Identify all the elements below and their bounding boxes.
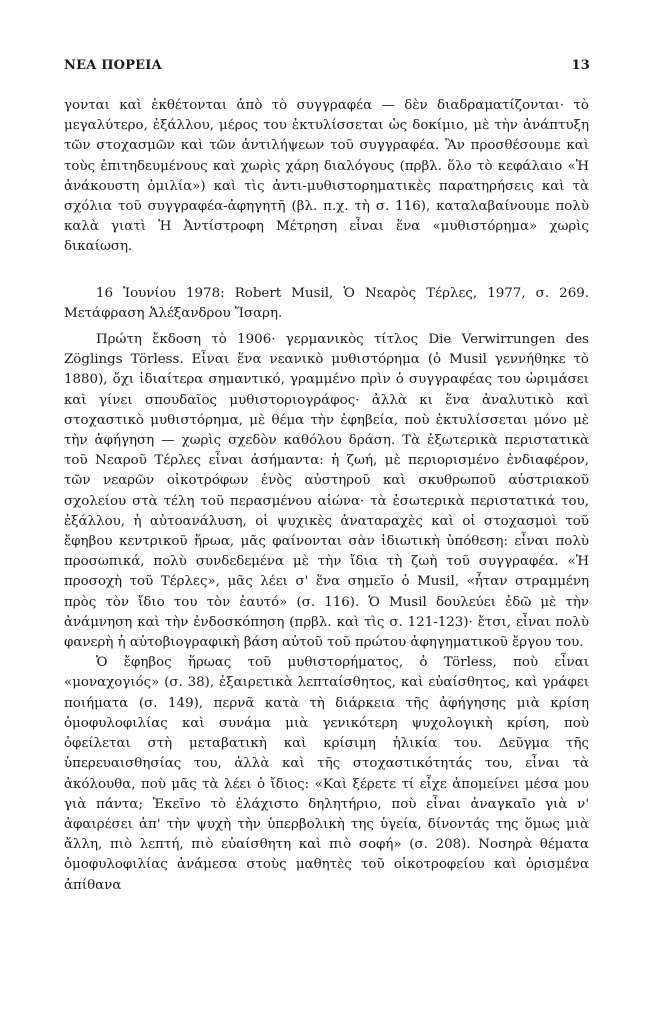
paragraph: Ὁ ἔφηβος ἥρωας τοῦ μυθιστορήματος, ὁ Törless, ποὺ εἶναι «μοναχογιός» (σ. 38), ἐξαιρετικὰ λεπταίσθητος, καὶ εὐαίσθητος, καὶ γράφει ποιήματα (σ. 149), περνᾶ κατὰ τὴ διάρκεια τῆς ἀφήγησης μιὰ κρίση ὁμοφυλοφιλίας καὶ συνάμα μιὰ γενικότερη ψυχολογικὴ κρίση, ποὺ ὀφείλεται στὴ μεταβατικὴ καὶ κρίσιμη ἡλικία του. Δεῦγμα τῆς ὑπερευαισθησίας του, ἀλλὰ καὶ τῆς στοχαστικότητάς του, εἶναι τὰ ἀκόλουθα, ποὺ μᾶς τὰ λέει ὁ ἴδιος: «Καὶ ξέρετε τί εἶχε ἀπομείνει μέσα μου γιὰ πάντα; Ἐκεῖνο τὸ ἐλάχιστο δηλητήριο, ποὺ εἶναι ἀναγκαῖο γιὰ ν' ἀφαιρέσει ἀπ' τὴν ψυχὴ τὴν ὑπερβολικὴ της ὑγεία, δίνοντάς της ὅμως μιὰ ἄλλη, πιὸ λεπτή, πιὸ εὐαίσθητη καὶ πιὸ σοφή» (σ. 208). Νοσηρὰ θέματα ὁμοφυλοφιλίας ἀνάμεσα στοὺς μαθητὲς τοῦ οἰκοτροφείου καὶ ὁρισμένα ἀπίθανα xyxy=(64,655,589,893)
paragraph-continued: γονται καὶ ἐκθέτονται ἀπὸ τὸ συγγραφέα — δὲν διαδραματίζονται· τὸ μεγαλύτερο, ἐξάλλου, μέρος του ἐκτυλίσσεται ὡς δοκίμιο, μὲ τὴν ἀνάπτυξη τῶν στοχασμῶν καὶ τῶν ἀντιλήψεων τοῦ συγγραφέα. Ἂν προσθέσουμε καὶ τοὺς ἐπιτηδευμένους καὶ χωρὶς χάρη διαλόγους (πρβλ. ὅλο τὸ κεφάλαιο «Ἡ ἀνάκουστη ὁμιλία») καὶ τὶς ἀντι-μυθιστορηματικὲς παρατηρήσεις καὶ τὰ σχόλια τοῦ συγγραφέα-ἀφηγητῆ (βλ. π.χ. τὴ σ. 116), καταλαβαίνουμε πολὺ καλὰ γιατὶ Ἡ Ἀντίστροφη Μέτρηση εἶναι ἕνα «μυθιστόρημα» χωρὶς δικαίωση. xyxy=(64,98,589,255)
body-text xyxy=(64,96,589,896)
journal-title: ΝΕΑ ΠΟΡΕΙΑ xyxy=(64,58,162,73)
paragraph: Πρώτη ἔκδοση τὸ 1906· γερμανικὸς τίτλος Die Verwirrungen des Zöglings Törless. Εἶναι ἕνα νεανικὸ μυθιστόρημα (ὁ Musil γεννήθηκε τὸ 1880), ὄχι ἰδιαίτερα σημαντικό, γραμμένο πρὶν ὁ συγγραφέας του ὡριμάσει καὶ γίνει σπουδαῖος μυθιστοριογράφος· ἀλλὰ κι ἕνα ἀναλυτικὸ καὶ στοχαστικὸ μυθιστόρημα, μὲ θέμα τὴν ἐφηβεία, ποὺ ἐκτυλίσσεται μόνο μὲ τὴν ἀφήγηση — χωρὶς σχεδὸν καθόλου δράση. Τὰ ἐξωτερικὰ περιστατικὰ τοῦ Νεαροῦ Τέρλες εἶναι ἀσήμαντα: ἡ ζωή, μὲ περιορισμένο ἐνδιαφέρον, τῶν νεαρῶν οἰκοτρόφων ἑνὸς αὐστηροῦ καὶ σκυθρωποῦ αὐστριακοῦ σχολείου στὰ τέλη τοῦ περασμένου αἰώνα· τὰ ἐσωτερικὰ περιστατικά του, ἐξάλλου, ἡ αὐτοανάλυση, οἱ ψυχικὲς ἀναταραχὲς καὶ οἱ στοχασμοὶ τοῦ ἔφηβου κεντρικοῦ ἥρωα, μᾶς φαίνονται σὰν ἰδιωτικὴ ὑπόθεση: εἶναι πολὺ προσωπικά, πολὺ συνδεδεμένα μὲ τὴν ἴδια τὴ ζωὴ τοῦ συγγραφέα. «Ἡ προσοχὴ τοῦ Τέρλες», μᾶς λέει σ' ἕνα σημεῖο ὁ Musil, «ἦταν στραμμένη πρὸς τὸν ἴδιο του τὸν ἑαυτό» (σ. 116). Ὁ Musil δουλεύει ἐδῶ μὲ τὴν ἀνάμνηση καὶ τὴν ἐνδοσκόπηση (πρβλ. καὶ τὶς σ. 121-123)· ἔτσι, εἶναι πολὺ φανερὴ ἡ αὐτοβιογραφικὴ βάση αὐτοῦ τοῦ πρώτου ἀφηγηματικοῦ ἔργου του. xyxy=(64,332,589,651)
page-number: 13 xyxy=(571,58,590,73)
diary-entry-heading: 16 Ἰουνίου 1978: Robert Musil, Ὁ Νεαρὸς Τέρλες, 1977, σ. 269. Μετάφραση Ἀλέξανδρου Ἴσαρη. xyxy=(64,285,589,321)
